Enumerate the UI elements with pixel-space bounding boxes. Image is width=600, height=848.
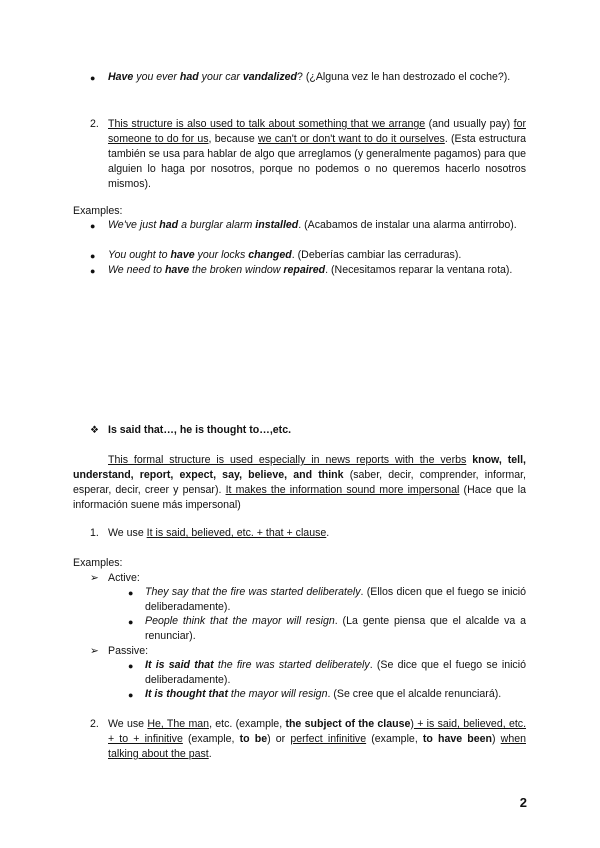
point-subject-infinitive — [108, 717, 526, 762]
t: vandalized — [242, 71, 298, 83]
t: This structure is also used to talk about something that we arrange — [108, 118, 426, 130]
example-vandalized — [108, 70, 526, 85]
label-active: Active: — [108, 572, 140, 584]
example-active-fire — [145, 585, 526, 615]
t: (example, — [182, 733, 240, 745]
t: . (Acabamos de instalar una alarma antirrobo). — [298, 219, 517, 231]
t: had — [159, 219, 179, 231]
bullet-dot: ● — [128, 617, 134, 627]
diamond-bullet-icon: ❖ — [90, 425, 99, 436]
t: People think that the mayor will resign — [145, 615, 335, 627]
example-locks — [108, 248, 526, 263]
t: . (Necesitamos reparar la ventana rota). — [325, 264, 513, 276]
t: , etc. (example, — [209, 718, 286, 730]
t: He, The man — [147, 718, 210, 730]
t: We use — [108, 718, 148, 730]
example-passive-mayor — [145, 687, 526, 702]
bullet-dot: ● — [90, 251, 96, 261]
t: + is said, believed, etc. + to + infinitive — [108, 718, 527, 745]
t: . (Ellos dicen que el fuego se inició deliberadamente). — [145, 586, 526, 613]
t: installed — [255, 219, 299, 231]
t: we can't or don't want to do it ourselves — [257, 133, 445, 145]
t: the mayor will resign — [227, 688, 328, 700]
t: when talking about the past — [108, 733, 526, 760]
bullet-dot: ● — [90, 266, 96, 276]
t: changed — [248, 249, 292, 261]
bullet-dot: ● — [128, 690, 134, 700]
t: just — [136, 219, 160, 231]
t: It is said, believed, etc. + that + clause — [146, 527, 327, 539]
examples-heading: Examples: — [73, 557, 123, 569]
t: repaired — [283, 264, 326, 276]
t: It makes the information sound more impersonal — [225, 484, 460, 496]
label-passive: Passive: — [108, 645, 149, 657]
t: . (La gente piensa que el alcalde va a renunciar). — [145, 615, 526, 642]
t: the subject of the clause — [285, 718, 411, 730]
t: for someone to do for us — [108, 118, 526, 145]
t: ) — [410, 718, 414, 730]
t: have — [170, 249, 195, 261]
t: your car — [198, 71, 243, 83]
point-it-is-said — [108, 526, 329, 541]
example-window — [108, 263, 526, 278]
t: . (Se dice que el fuego se inició deliberadamente). — [145, 659, 526, 686]
t: know, tell, understand, report, expect, say, believe, and think — [73, 454, 527, 481]
section-title: Is said that…, he is thought to…,etc. — [108, 424, 292, 436]
t: to have been — [422, 733, 493, 745]
t: We use — [108, 527, 147, 539]
t: ? (¿Alguna vez le han destrozado el coche?). — [297, 71, 511, 83]
t: the fire was started deliberately — [213, 659, 370, 671]
t: You ought to — [108, 249, 171, 261]
t: a burglar alarm — [178, 219, 256, 231]
t: you ever — [133, 71, 180, 83]
t: Have — [108, 71, 134, 83]
bullet-dot: ● — [128, 588, 134, 598]
t: ) or — [267, 733, 291, 745]
t: , because — [208, 133, 258, 145]
arrow-bullet-icon: ➢ — [90, 645, 99, 657]
bullet-dot: ● — [90, 221, 96, 231]
t: This formal structure is used especially in news reports with the verbs — [108, 454, 467, 466]
t: to be — [239, 733, 268, 745]
t: ) — [492, 733, 501, 745]
t: . (Se cree que el alcalde renunciará). — [327, 688, 502, 700]
t: your locks — [194, 249, 249, 261]
t: . (Esta estructura también se usa para hablar de algo que arreglamos (y generalmente pagamos) para que alguien lo haga por nosotros, porque no podemos o no queremos hacerlo nosotros mismos). — [108, 133, 526, 190]
paragraph-arrange — [108, 117, 526, 192]
t: perfect infinitive — [290, 733, 367, 745]
list-number: 2. — [90, 118, 99, 130]
t: They say that the fire was started deliberately — [145, 586, 361, 598]
t: It is said that — [145, 659, 214, 671]
t: We've — [108, 219, 137, 231]
t: have — [164, 264, 190, 276]
example-alarm — [108, 218, 526, 233]
bullet-dot: ● — [128, 661, 134, 671]
page-number: 2 — [519, 795, 527, 810]
t: the broken window — [189, 264, 284, 276]
t: (example, — [366, 733, 423, 745]
arrow-bullet-icon: ➢ — [90, 572, 99, 584]
t: . — [208, 748, 212, 760]
t: . (Deberías cambiar las cerraduras). — [291, 249, 462, 261]
list-number: 2. — [90, 718, 99, 730]
bullet-dot: ● — [90, 73, 96, 83]
t: (Hace que la información suene más impersonal) — [73, 484, 526, 511]
list-number: 1. — [90, 527, 99, 539]
t: (and usually pay) — [425, 118, 514, 130]
t: . — [326, 527, 330, 539]
t: It is thought that — [145, 688, 228, 700]
paragraph-formal-structure — [73, 453, 526, 513]
t: (saber, decir, comprender, informar, esperar, decir, creer y pensar). — [73, 469, 527, 496]
example-active-mayor — [145, 614, 526, 644]
t: We need to — [108, 264, 165, 276]
example-passive-fire — [145, 658, 526, 688]
examples-heading: Examples: — [73, 205, 123, 217]
t: had — [179, 71, 199, 83]
